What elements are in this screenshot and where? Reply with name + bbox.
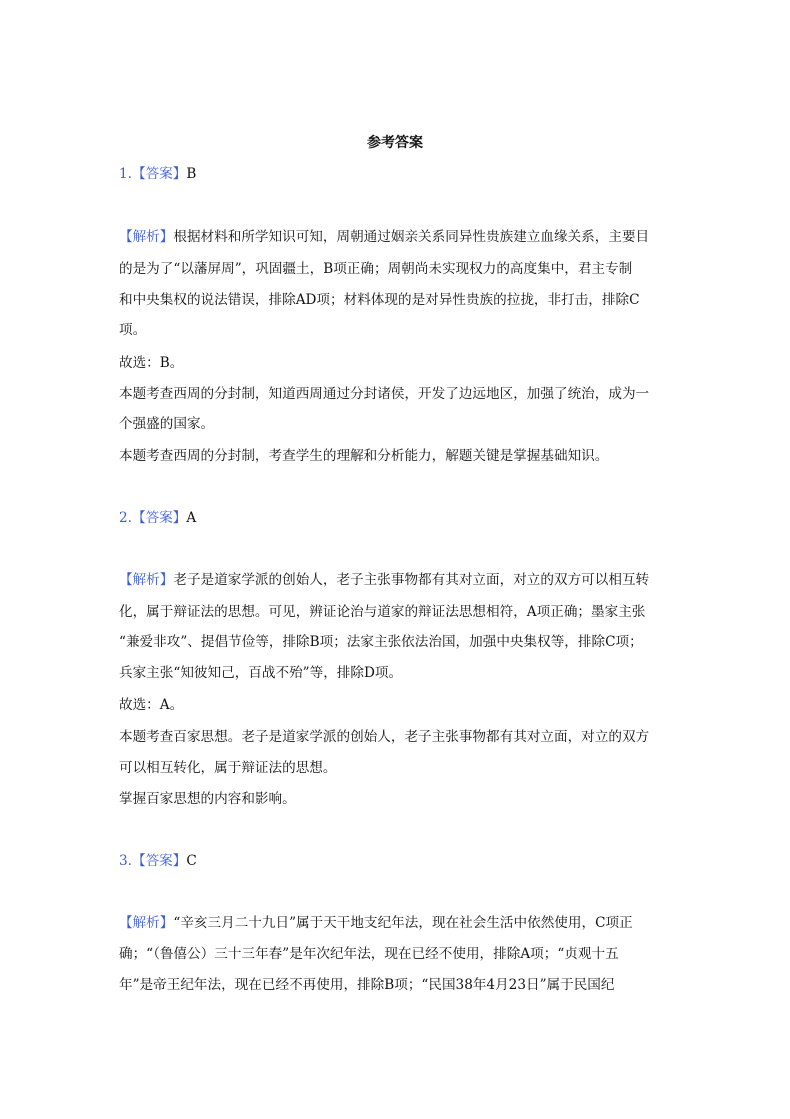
q2-analysis-line-1 (119, 570, 679, 590)
q2-answer-tag: 【答案】 (131, 510, 187, 526)
q1-analysis-line-1 (119, 227, 679, 247)
q2-summary-line-1: 本题考查百家思想。老子是道家学派的创始人，老子主张事物都有其对立面，对立的双方 (119, 729, 650, 745)
q3-answer-line (119, 851, 679, 871)
q1-analysis-line-3: 和中央集权的说法错误，排除AD项；材料体现的是对异性贵族的拉拢，非打击，排除C (119, 292, 640, 308)
q1-analysis-text: 根据材料和所学知识可知，周朝通过姻亲关系同异性贵族建立血缘关系，主要目 (173, 229, 650, 245)
q1-analysis-tag: 【解析】 (119, 229, 174, 245)
q1-summary-line-2: 个强盛的国家。 (119, 416, 215, 432)
q2-analysis-line-4: 兵家主张“知彼知己，百战不殆”等，排除D项。 (119, 665, 403, 681)
q3-analysis-line-2: 确；“（鲁僖公）三十三年春”是年次纪年法，现在已经不使用，排除A项；“贞观十五 (119, 946, 619, 962)
q1-conclusion: 故选：B。 (119, 355, 184, 371)
q1-number: 1. (119, 166, 132, 182)
q3-analysis-text: “辛亥三月二十九日”属于天干地支纪年法，现在社会生活中依然使用，C项正 (173, 915, 633, 931)
q2-number: 2. (119, 510, 132, 526)
q1-summary-line-3: 本题考查西周的分封制，考查学生的理解和分析能力，解题关键是掌握基础知识。 (119, 448, 609, 464)
q3-analysis-line-1 (119, 913, 679, 933)
q2-analysis-line-2: 化，属于辩证法的思想。可见，辨证论治与道家的辩证法思想相符，A项正确；墨家主张 (119, 604, 646, 620)
q2-conclusion: 故选：A。 (119, 697, 184, 713)
q3-answer-value: C (186, 853, 197, 869)
q3-answer-tag: 【答案】 (131, 853, 187, 869)
q2-summary-line-2: 可以相互转化，属于辩证法的思想。 (119, 760, 337, 776)
q1-answer-line (119, 164, 679, 184)
q1-analysis-line-2: 的是为了“以藩屏周”，巩固疆土，B项正确；周朝尚未实现权力的高度集中，君主专制 (119, 261, 633, 277)
q3-number: 3. (119, 853, 132, 869)
q1-answer-tag: 【答案】 (131, 166, 187, 182)
q1-answer-value: B (186, 166, 197, 182)
q1-summary-line-1: 本题考查西周的分封制，知道西周通过分封诸侯，开发了边远地区，加强了统治，成为一 (119, 386, 650, 402)
q2-answer-line (119, 508, 679, 528)
q3-analysis-line-3: 年”是帝王纪年法，现在已经不再使用，排除B项；“民国38年4月23日”属于民国纪 (119, 977, 615, 993)
q2-answer-value: A (186, 510, 197, 526)
page-title: 参考答案 (367, 135, 423, 151)
q3-analysis-tag: 【解析】 (119, 915, 174, 931)
q2-summary-line-3: 掌握百家思想的内容和影响。 (119, 791, 296, 807)
q2-analysis-text: 老子是道家学派的创始人，老子主张事物都有其对立面，对立的双方可以相互转 (173, 572, 650, 588)
q2-analysis-line-3: “兼爱非攻”、提倡节俭等，排除B项；法家主张依法治国，加强中央集权等，排除C项； (119, 634, 643, 650)
q1-analysis-line-4: 项。 (119, 322, 147, 338)
q2-analysis-tag: 【解析】 (119, 572, 174, 588)
